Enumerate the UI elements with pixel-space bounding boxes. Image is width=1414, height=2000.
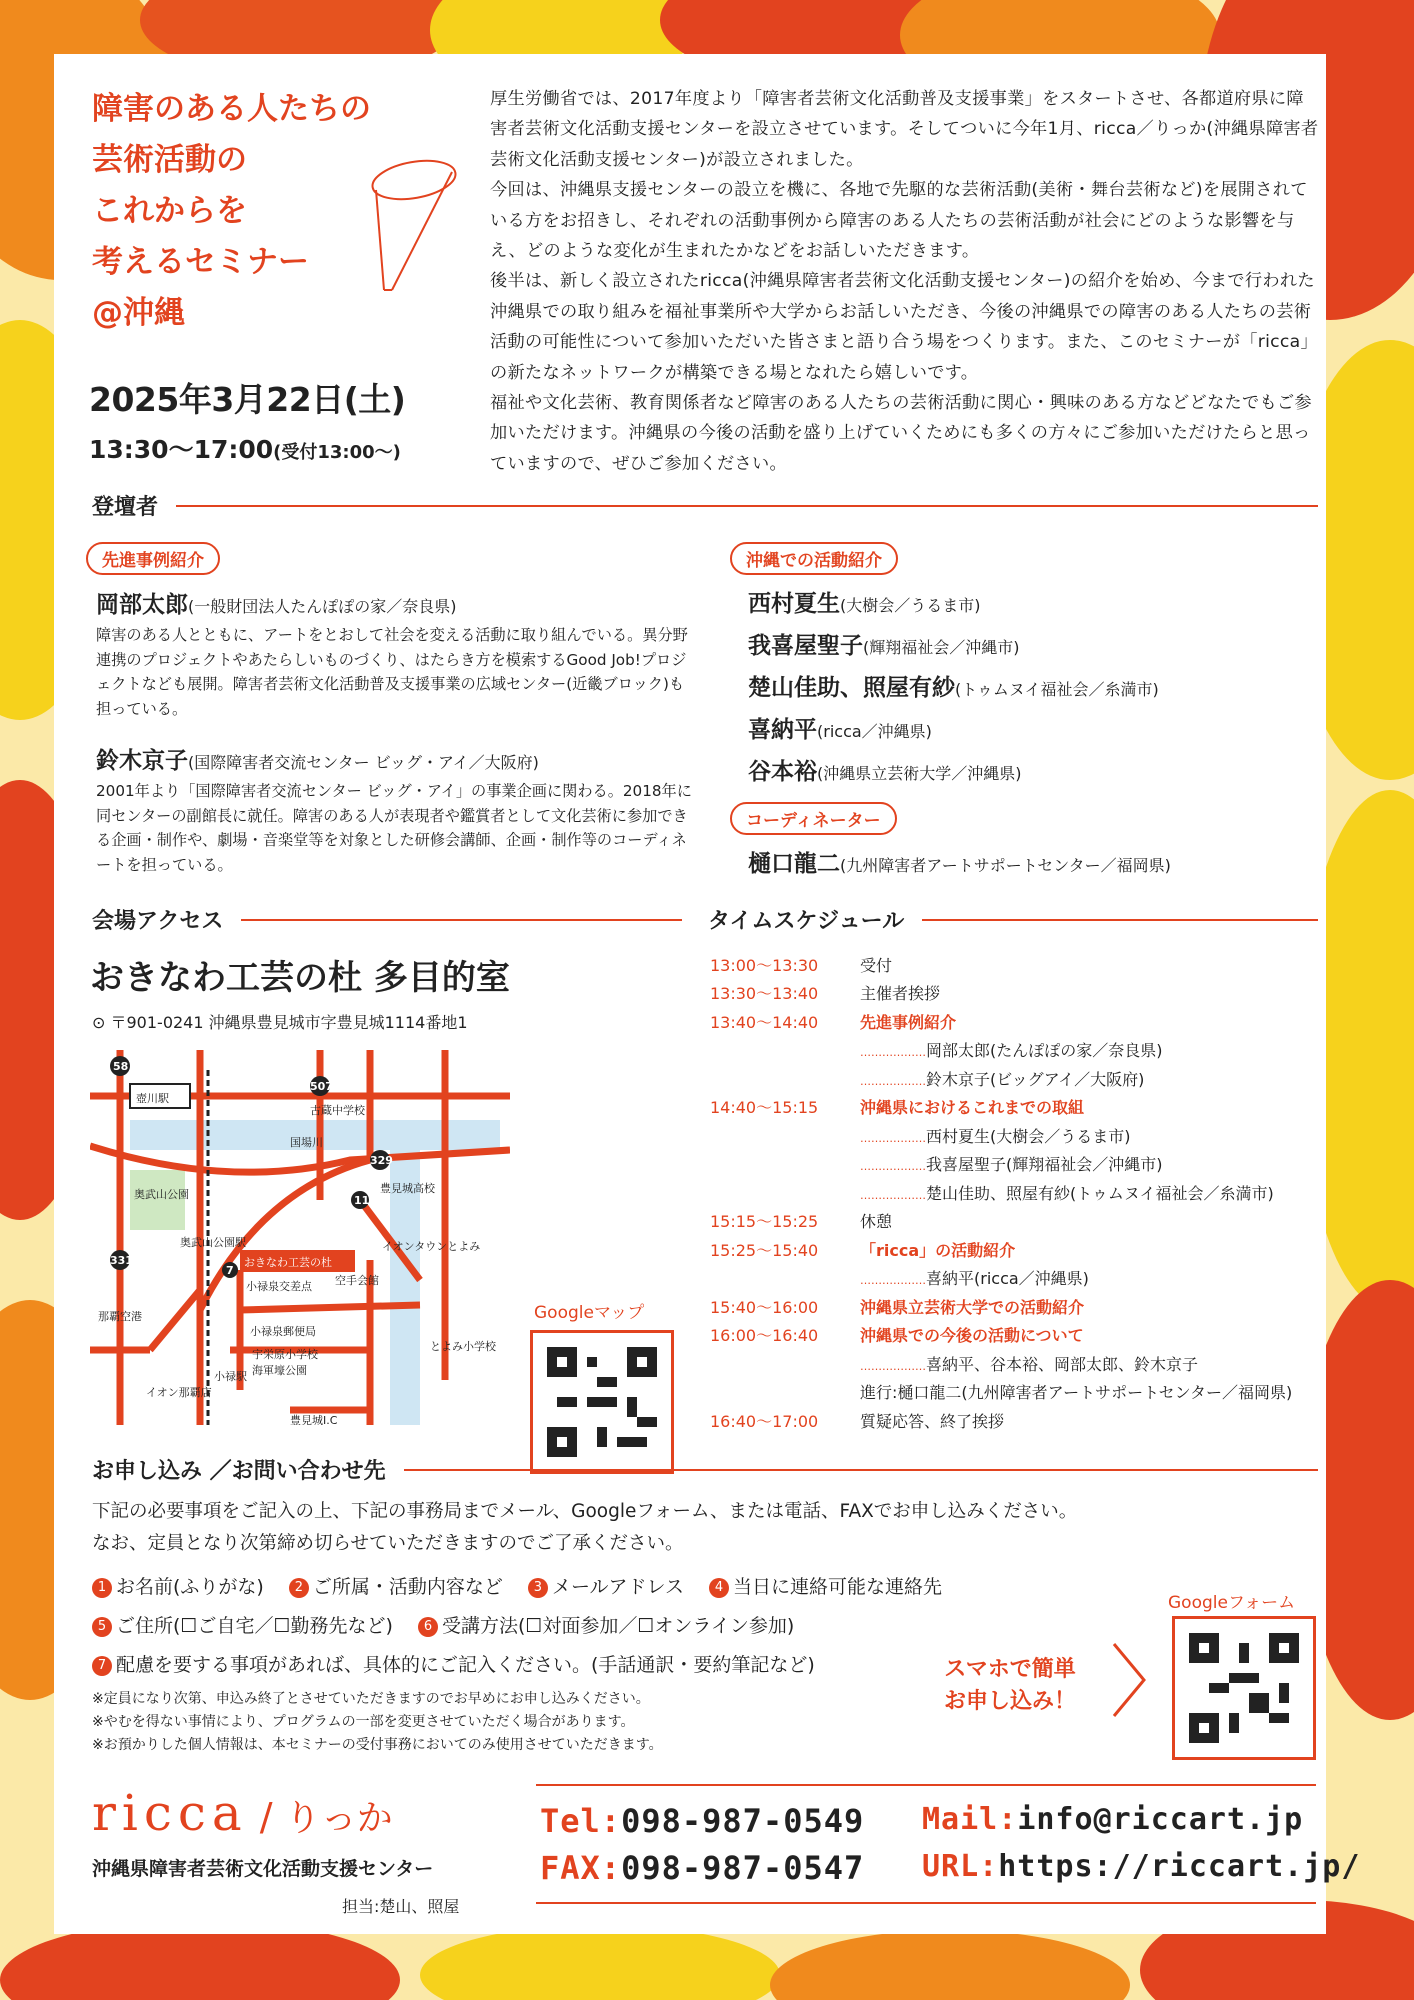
schedule-row [710,1064,1330,1093]
chevron-right-icon [1110,1640,1150,1720]
route-11: 11 [354,1194,370,1207]
staff-name: 担当:楚山、照屋 [342,1897,460,1916]
contact-url[interactable]: URL:https://riccart.jp/ [922,1849,1361,1884]
map-label-tomiyo-es: とよみ小学校 [430,1340,496,1353]
schedule-label: 沖縄県におけるこれまでの取組 [860,1098,1085,1118]
schedule-row [710,1178,1330,1207]
route-58: 58 [113,1060,129,1073]
location-pin-icon: ⊙ [92,1013,111,1032]
schedule-time: 15:15〜15:25 [710,1212,819,1232]
gmaps-label: Googleマップ [534,1303,645,1323]
pill-coordinator: コーディネーター [730,802,897,835]
gform-qr-code[interactable] [1172,1616,1316,1760]
schedule-time: 16:40〜17:00 [710,1411,819,1431]
contact-tel[interactable]: Tel:098-987-0549 [540,1802,865,1840]
schedule-time: 16:00〜16:40 [710,1326,819,1346]
speaker-right-item: 喜納平(ricca／沖縄県) [748,717,932,743]
coordinator-name: 樋口龍二(九州障害者アートサポートセンター／福岡県) [748,851,1171,877]
speaker-right-item: 谷本裕(沖縄県立芸術大学／沖縄県) [748,759,1022,785]
leader-dots: ……………… [860,1160,926,1174]
apply-item: 3 メールアドレス [528,1576,684,1598]
flyer-card [54,54,1361,1934]
apply-item: 7 配慮を要する事項があれば、具体的にご記入ください。(手話通訳・要約筆記など) [92,1654,815,1676]
apply-item: 6 受講方法(☐対面参加／☐オンライン参加) [418,1615,794,1637]
speakers-heading: 登壇者 [92,490,1318,521]
leader-dots: ……………… [860,1131,926,1145]
speaker-left-1: 岡部太郎(一般財団法人たんぽぽの家／奈良県) 障害のある人とともに、アートをとおして社会を変える活動に取り組んでいる。異分野連携のプロジェクトやあたらしいものづくり、はたらき方を模索するGood Job!プロジェクトなども展開。障害者芸術文化活動普及支援事業の広域センター(近畿ブロック)も担っている。 [96,592,688,718]
route-331: 331 [110,1254,133,1267]
map-label-oroku-sta: 小禄駅 [214,1370,247,1383]
seminar-title: 障害のある人たちの 芸術活動の これからを 考えるセミナー @沖縄 [92,91,371,331]
access-map [90,1050,510,1425]
leader-dots: ……………… [860,1188,926,1202]
apply-item: 5 ご住所(☐ご自宅／☐勤務先など) [92,1615,393,1637]
map-label-post: 小禄泉郵便局 [250,1325,316,1338]
schedule-time: 15:40〜16:00 [710,1297,819,1317]
map-label-okuyama-sta: 奥武山公園駅 [180,1236,246,1249]
org-name: 沖縄県障害者芸術文化活動支援センター [92,1858,434,1880]
speaker-right-item: 西村夏生(大樹会／うるま市) [748,591,981,617]
speaker-left-2: 鈴木京子(国際障害者交流センター ビッグ・アイ／大阪府) 2001年より「国際障害者交流センター ビッグ・アイ」の事業企画に関わる。2018年に同センターの副館長に就任。障害のある人が表現者や鑑賞者として文化芸術に参加できる企画・制作や、劇場・音楽堂等を対象とした研修会講師、企画・制作等のコーディネートを担っている。 [96,748,692,874]
apply-item: 2 ご所属・活動内容など [289,1576,503,1598]
contact-fax[interactable]: FAX:098-987-0547 [540,1849,865,1887]
map-label-kokuba: 国場川 [290,1136,323,1149]
schedule-row [710,1121,1330,1150]
schedule-row [710,1207,1330,1236]
schedule-row [710,979,1330,1008]
schedule-row [710,1036,1330,1065]
schedule-label: ………………我喜屋聖子(輝翔福祉会／沖縄市) [860,1155,1163,1175]
pill-advanced-cases: 先進事例紹介 [86,542,220,575]
route-329: 329 [370,1154,393,1167]
leader-dots: ……………… [860,1074,926,1088]
schedule-row [710,1406,1330,1435]
leader-dots: ……………… [860,1046,926,1060]
schedule-time: 14:40〜15:15 [710,1098,819,1118]
footer-divider-top [536,1784,1316,1786]
schedule-label: ………………西村夏生(大樹会／うるま市) [860,1126,1131,1146]
event-date: 2025年3月22日(土) [89,380,406,419]
map-label-okuyama: 奥武山公園 [134,1188,189,1201]
map-label-uesakae: 宇栄原小学校 [252,1348,318,1361]
speaker-right-list [748,584,1318,794]
map-label-aeon-naha: イオン那覇店 [146,1386,212,1399]
leader-dots: ……………… [860,1359,926,1373]
footer-divider-bottom [536,1902,1316,1904]
schedule-row [710,1292,1330,1321]
schedule-time: 13:00〜13:30 [710,955,819,975]
map-label-karate: 空手会館 [335,1274,379,1287]
schedule-label: 進行:樋口龍二(九州障害者アートサポートセンター／福岡県) [860,1383,1293,1403]
schedule-label: ………………喜納平、谷本裕、岡部太郎、鈴木京子 [860,1354,1199,1374]
qr-icon [1189,1633,1299,1743]
map-label-ic: 豊見城I.C [290,1414,338,1425]
qr-icon [547,1347,657,1457]
schedule-label: ………………岡部太郎(たんぽぽの家／奈良県) [860,1041,1163,1061]
smartphone-callout: スマホで簡単 お申し込み！ [944,1657,1077,1714]
schedule-row [710,950,1330,979]
map-label-site: おきなわ工芸の杜 [244,1256,332,1269]
apply-item: 4 当日に連絡可能な連絡先 [709,1576,942,1598]
schedule-label: ………………喜納平(ricca／沖縄県) [860,1269,1089,1289]
megaphone-icon [334,150,464,300]
route-507: 507 [310,1080,333,1093]
schedule-label: 受付 [860,955,893,975]
schedule-label: 主催者挨拶 [860,984,941,1004]
gform-label: Googleフォーム [1168,1593,1296,1613]
schedule-row [710,1150,1330,1179]
schedule-label: 沖縄県での今後の活動について [860,1326,1084,1346]
contact-mail[interactable]: Mail:info@riccart.jp [922,1802,1304,1837]
map-label-kaigunbo: 海軍壕公園 [252,1364,307,1377]
route-7: 7 [226,1264,234,1277]
schedule-row [710,1007,1330,1036]
map-label-naha-airport: 那覇空港 [98,1310,142,1323]
schedule-time: 13:30〜13:40 [710,984,819,1004]
schedule-label: 休憩 [860,1212,893,1232]
schedule-list [710,950,1330,1435]
schedule-time: 15:25〜15:40 [710,1240,819,1260]
map-label-aeon-tomiyo: イオンタウンとよみ [382,1240,481,1253]
schedule-label: ………………鈴木京子(ビッグアイ／大阪府) [860,1069,1145,1089]
intro-text: 厚生労働省では、2017年度より「障害者芸術文化活動普及支援事業」をスタートさせ、各都道府県に障害者芸術文化活動支援センターを設立させています。そしてついに今年1月、ricca／りっか(沖縄県障害者芸術文化活動支援センター)が設立されました。 今回は、沖縄県支援センターの設立を機に、各地で先駆的な芸術活動(美術・舞台芸術など)を展開されている方をお招きし、それぞれの活動事例から障害のある人たちの芸術活動が社会にどのような影響を与え、どのような変化が生まれたかなどをお話しいただきます。 後半は、新しく設立されたricca(沖縄県障害者芸術文化活動支援センター)の紹介を始め、今まで行われた沖縄県での取り組みを福祉事業所や大学からお話しいただき、今後の沖縄県での障害のある人たちの芸術活動の可能性について参加いただいた皆さまと語り合う場をつくります。また、このセミナーが「ricca」の新たなネットワークが構築できる場となれたら嬉しいです。 福祉や文化芸術、教育関係者など障害のある人たちの芸術活動に関心・興味のある方などどなたでもご参加いただけます。沖縄県の今後の活動を盛り上げていくためにも多くの方々にご参加いただけたらと思っていますので、ぜひご参加ください。 [490,89,1319,474]
schedule-label: 「ricca」の活動紹介 [860,1240,1016,1260]
schedule-label: 質疑応答、終了挨拶 [860,1411,1005,1431]
speaker-right-item: 我喜屋聖子(輝翔福祉会／沖縄市) [748,633,1020,659]
access-heading: 会場アクセス [92,904,682,935]
venue-name: おきなわ工芸の杜 多目的室 [90,958,510,998]
schedule-row [710,1264,1330,1293]
schedule-label: ………………楚山佳助、照屋有紗(トゥムヌイ福祉会／糸満市) [860,1183,1274,1203]
schedule-heading: タイムスケジュール [708,904,1318,935]
apply-items [92,1568,972,1685]
schedule-row [710,1321,1330,1350]
leader-dots: ……………… [860,1274,926,1288]
schedule-row [710,1378,1330,1407]
schedule-row [710,1235,1330,1264]
ricca-logo: ricca / りっか [92,1784,393,1842]
map-label-tsubogawa: 壺川駅 [136,1092,169,1105]
schedule-row [710,1349,1330,1378]
schedule-row [710,1093,1330,1122]
map-label-tomigusuku-hs: 豊見城高校 [380,1182,435,1195]
apply-item: 1 お名前(ふりがな) [92,1576,264,1598]
apply-notes: ※定員になり次第、申込み終了とさせていただきますのでお早めにお申し込みください。 ※やむを得ない事情により、プログラムの一部を変更させていただく場合があります。 ※お預かりした個人情報は、本セミナーの受付事務においてのみ使用させていただきます。 [92,1691,663,1753]
gmaps-qr-code[interactable] [530,1330,674,1474]
map-label-korokuso: 小禄泉交差点 [246,1280,312,1293]
apply-lead: 下記の必要事項をご記入の上、下記の事務局までメール、Googleフォーム、または電話、FAXでお申し込みください。 なお、定員となり次第締め切らせていただきますのでご了承ください。 [92,1501,1078,1554]
map-label-kokura-jhs: 古蔵中学校 [310,1104,365,1117]
venue-address: ⊙ 〒901-0241 沖縄県豊見城市字豊見城1114番地1 [92,1013,468,1032]
schedule-label: 先進事例紹介 [860,1012,957,1032]
pill-okinawa-activities: 沖縄での活動紹介 [730,542,898,575]
event-time: 13:30〜17:00(受付13:00〜) [89,435,401,464]
schedule-time: 13:40〜14:40 [710,1012,819,1032]
schedule-label: 沖縄県立芸術大学での活動紹介 [860,1297,1085,1317]
apply-heading: お申し込み ／お問い合わせ先 [92,1454,1318,1485]
speaker-right-item: 楚山佳助、照屋有紗(トゥムヌイ福祉会／糸満市) [748,675,1159,701]
